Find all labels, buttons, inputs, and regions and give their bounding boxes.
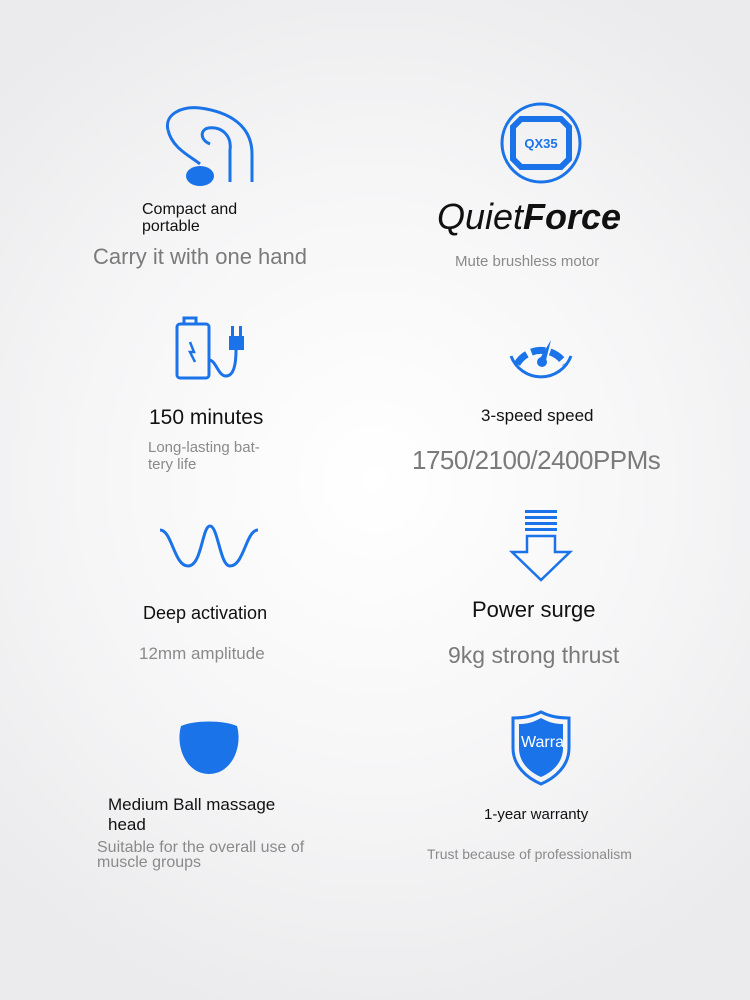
feature-subtitle: 9kg strong thrust xyxy=(448,642,620,668)
hand-holding-icon xyxy=(160,104,260,190)
feature-title: 150 minutes xyxy=(149,406,264,429)
feature-title: 3-speed speed xyxy=(481,406,594,425)
quietforce-logo xyxy=(437,196,621,238)
feature-subtitle: 1750/2100/2400PPMs xyxy=(412,445,661,475)
feature-subtitle: Mute brushless motor xyxy=(455,253,600,270)
feature-title: Power surge xyxy=(472,597,596,622)
feature-title: Deep activation xyxy=(143,603,268,623)
feature-title: Compact and portable xyxy=(142,201,238,235)
shield-text: Warra xyxy=(521,734,564,751)
badge-text: QX35 xyxy=(524,136,558,151)
feature-title: Medium Ball massage head xyxy=(108,795,276,834)
down-arrow-icon xyxy=(508,508,574,582)
feature-subtitle: Long-lasting bat- tery life xyxy=(148,439,260,473)
feature-subtitle: 12mm amplitude xyxy=(139,644,265,663)
battery-plug-icon xyxy=(174,316,246,382)
logo-light: Quiet xyxy=(437,196,524,237)
shield-icon xyxy=(509,710,573,786)
motor-badge-icon xyxy=(499,101,583,185)
logo-bold: Force xyxy=(523,196,622,237)
speedometer-icon xyxy=(505,316,577,386)
feature-subtitle: Suitable for the overall use of muscle groups xyxy=(97,839,305,871)
wave-icon xyxy=(158,522,260,570)
feature-title: 1-year warranty xyxy=(484,806,589,823)
feature-subtitle: Carry it with one hand xyxy=(93,244,307,269)
feature-subtitle: Trust because of professionalism xyxy=(427,846,632,862)
ball-head-icon xyxy=(175,718,243,778)
